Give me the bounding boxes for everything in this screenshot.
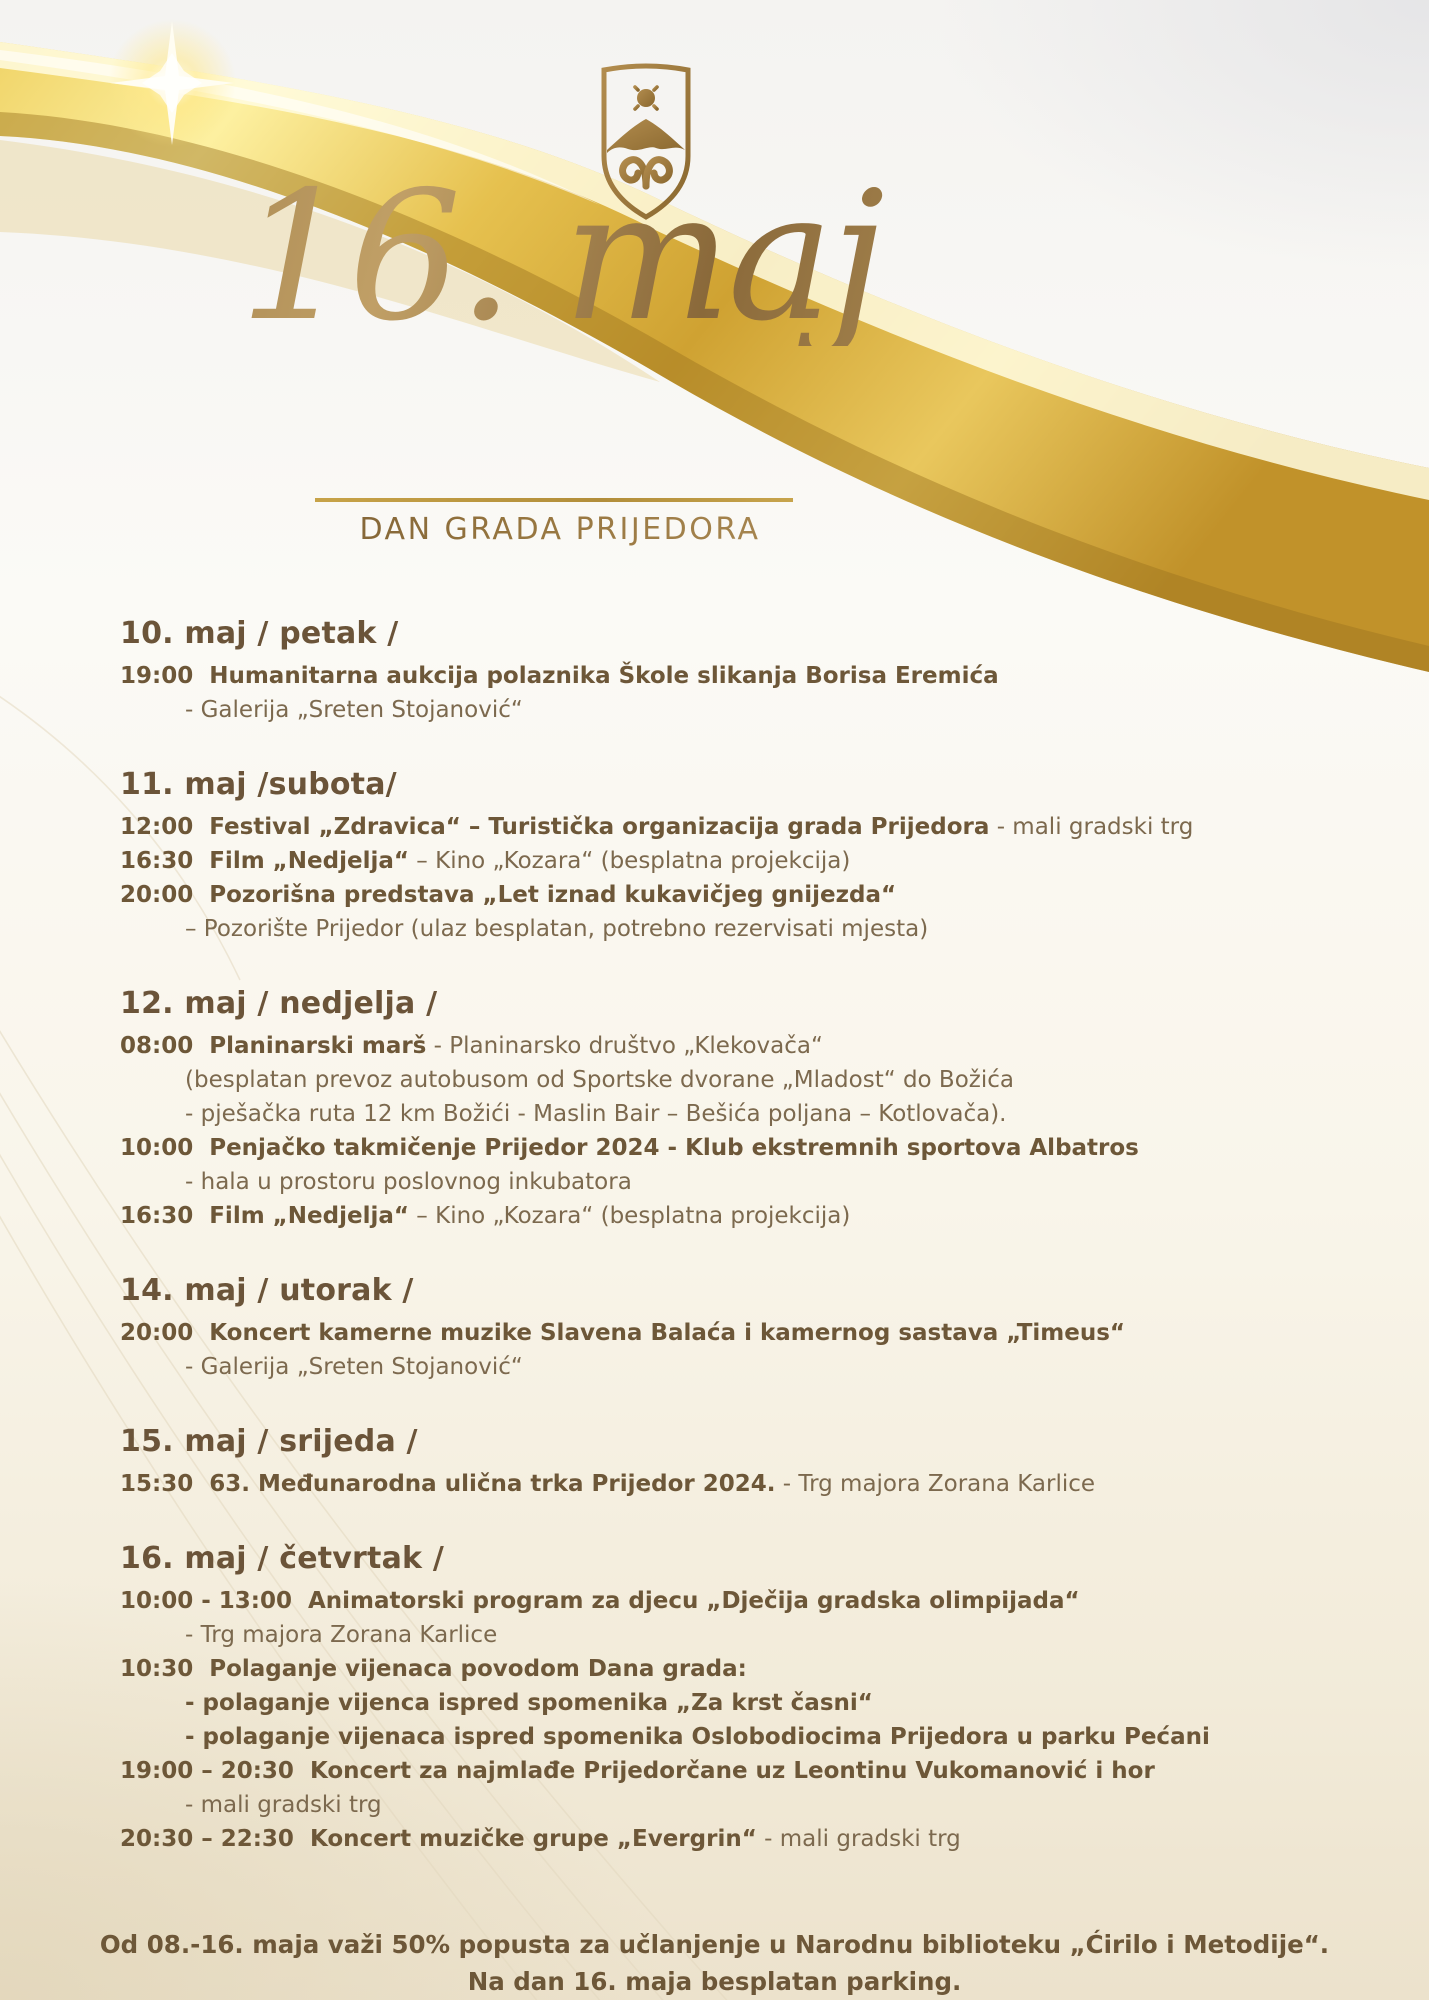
event-time: 10:30	[120, 1656, 194, 1682]
event-line	[120, 1131, 1379, 1165]
day-heading: 12. maj / nedjelja /	[120, 986, 438, 1021]
event-text: - Planinarsko društvo „Klekovača“	[426, 1033, 823, 1059]
day-heading: 10. maj / petak /	[120, 616, 399, 651]
event-time: 20:30 – 22:30	[120, 1826, 294, 1852]
day-section	[120, 616, 1379, 727]
event-time: 16:30	[120, 848, 194, 874]
event-line	[120, 1316, 1379, 1350]
event-line	[120, 693, 1379, 727]
event-line	[120, 659, 1379, 693]
event-time: 10:00	[120, 1135, 194, 1161]
title-block	[150, 153, 970, 360]
event-text: Koncert za najmlađe Prijedorčane uz Leontinu Vukomanović i hor	[309, 1758, 1155, 1784]
event-text: Humanitarna aukcija polaznika Škole slikanja Borisa Eremića	[209, 663, 999, 689]
event-time: 19:00 – 20:30	[120, 1758, 294, 1784]
event-text: Festival „Zdravica“ – Turistička organizacija grada Prijedora	[209, 814, 990, 840]
event-text: - mali gradski trg	[756, 1826, 961, 1852]
title-underline	[315, 498, 793, 502]
footer-line-1: Od 08.-16. maja važi 50% popusta za učlanjenje u Narodnu biblioteku „Ćirilo i Metodije“.	[99, 1930, 1330, 1959]
event-text: - Galerija „Sreten Stojanović“	[185, 1354, 523, 1380]
event-line	[120, 1720, 1379, 1754]
event-line	[120, 1467, 1379, 1501]
page-subtitle: DAN GRADA PRIJEDORA	[150, 512, 970, 547]
event-text: Koncert kamerne muzike Slavena Balaća i kamernog sastava „Timeus“	[209, 1320, 1126, 1346]
event-line	[120, 1350, 1379, 1384]
event-line	[120, 1097, 1379, 1131]
event-text: - Trg majora Zorana Karlice	[775, 1471, 1096, 1497]
event-text: - pješačka ruta 12 km Božići - Maslin Bair – Bešića poljana – Kotlovača).	[185, 1101, 1007, 1127]
event-schedule	[120, 616, 1379, 1896]
event-text: Film „Nedjelja“	[209, 1203, 409, 1229]
event-text: – Kino „Kozara“ (besplatna projekcija)	[409, 1203, 851, 1229]
event-text: - hala u prostoru poslovnog inkubatora	[185, 1169, 632, 1195]
event-text: - Galerija „Sreten Stojanović“	[185, 697, 523, 723]
event-line	[120, 1652, 1379, 1686]
event-time: 16:30	[120, 1203, 194, 1229]
event-time: 10:00 - 13:00	[120, 1588, 292, 1614]
event-text: - mali gradski trg	[989, 814, 1194, 840]
day-section	[120, 767, 1379, 946]
event-text: – Kino „Kozara“ (besplatna projekcija)	[409, 848, 851, 874]
day-heading: 15. maj / srijeda /	[120, 1424, 418, 1459]
event-text: 63. Međunarodna ulična trka Prijedor 2024.	[209, 1471, 776, 1497]
event-text: – Pozorište Prijedor (ulaz besplatan, potrebno rezervisati mjesta)	[185, 916, 929, 942]
event-time: 19:00	[120, 663, 194, 689]
day-section	[120, 986, 1379, 1233]
event-time: 15:30	[120, 1471, 194, 1497]
event-text: Koncert muzičke grupe „Evergrin“	[309, 1826, 757, 1852]
event-text: - polaganje vijenca ispred spomenika „Za krst časni“	[185, 1690, 873, 1716]
event-line	[120, 1686, 1379, 1720]
event-text: Planinarski marš	[209, 1033, 427, 1059]
event-line	[120, 1199, 1379, 1233]
event-line	[120, 1822, 1379, 1856]
event-line	[120, 1029, 1379, 1063]
event-text: - Trg majora Zorana Karlice	[185, 1622, 498, 1648]
event-time: 20:00	[120, 1320, 194, 1346]
day-section	[120, 1424, 1379, 1501]
event-time: 20:00	[120, 882, 194, 908]
event-line	[120, 878, 1379, 912]
event-time: 12:00	[120, 814, 194, 840]
event-line	[120, 1754, 1379, 1788]
page-title: 16. maj	[150, 168, 970, 346]
footer-note	[0, 1926, 1429, 2000]
event-line	[120, 1063, 1379, 1097]
event-text: Polaganje vijenaca povodom Dana grada:	[209, 1656, 747, 1682]
event-text: Film „Nedjelja“	[209, 848, 409, 874]
event-text: - mali gradski trg	[185, 1792, 382, 1818]
day-heading: 14. maj / utorak /	[120, 1273, 414, 1308]
event-line	[120, 810, 1379, 844]
event-time: 08:00	[120, 1033, 194, 1059]
event-text: Pozorišna predstava „Let iznad kukavičjeg gnijezda“	[209, 882, 897, 908]
event-text: (besplatan prevoz autobusom od Sportske dvorane „Mladost“ do Božića	[185, 1067, 1014, 1093]
day-heading: 16. maj / četvrtak /	[120, 1541, 444, 1576]
day-heading: 11. maj /subota/	[120, 767, 397, 802]
event-line	[120, 1618, 1379, 1652]
event-text: Penjačko takmičenje Prijedor 2024 - Klub ekstremnih sportova Albatros	[209, 1135, 1139, 1161]
event-text: - polaganje vijenaca ispred spomenika Oslobodiocima Prijedora u parku Pećani	[185, 1724, 1210, 1750]
footer-line-2: Na dan 16. maja besplatan parking.	[467, 1967, 962, 1996]
event-line	[120, 1788, 1379, 1822]
day-section	[120, 1273, 1379, 1384]
event-line	[120, 912, 1379, 946]
event-line	[120, 1165, 1379, 1199]
event-text: Animatorski program za djecu „Dječija gradska olimpijada“	[307, 1588, 1080, 1614]
event-line	[120, 1584, 1379, 1618]
day-section	[120, 1541, 1379, 1856]
event-line	[120, 844, 1379, 878]
